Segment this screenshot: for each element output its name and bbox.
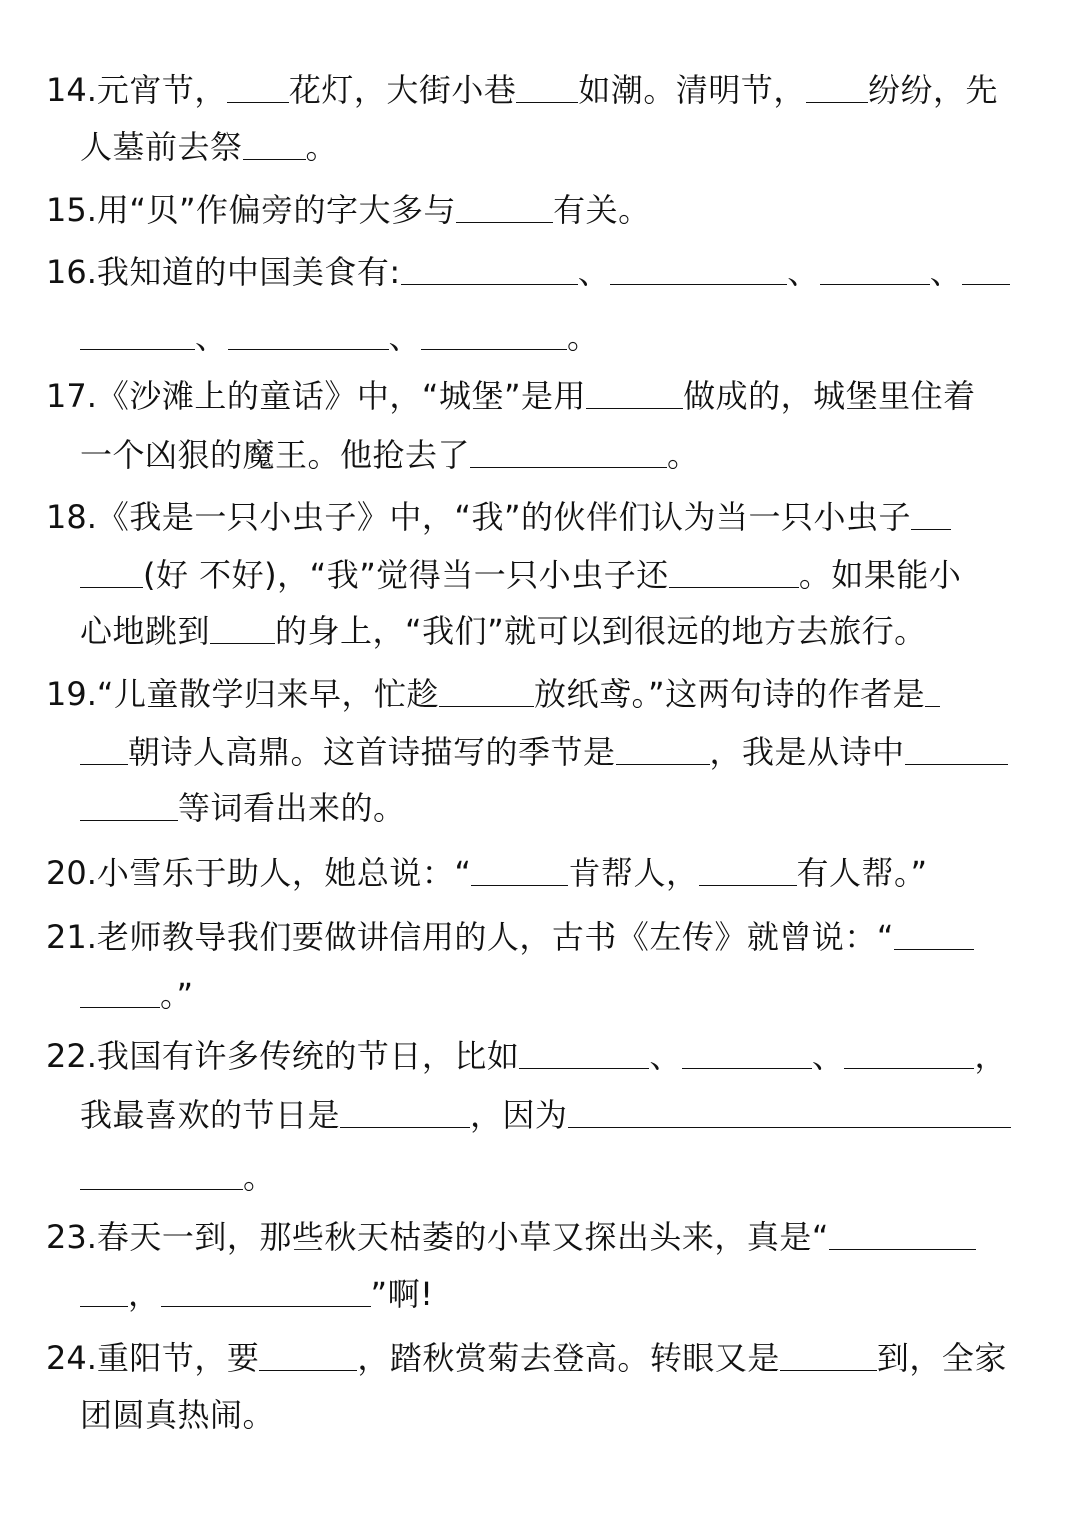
answer-blank	[439, 676, 534, 707]
question-text: 。	[305, 128, 339, 166]
question-text: 到，全家	[876, 1339, 1007, 1377]
question-text: 《我是一只小虫子》中，“我”的伙伴们认为当一只小虫子	[96, 498, 912, 536]
question-text: 放纸鸢。”这两句诗的作者是	[533, 675, 926, 713]
question-text: 、	[577, 253, 611, 291]
question-text: 春天一到，那些秋天枯萎的小草又探出头来，真是“	[96, 1218, 829, 1256]
question-number: 22.	[46, 1037, 97, 1075]
question-text: 。”	[160, 976, 194, 1014]
question-number: 19.	[46, 675, 97, 713]
question-22-line-1	[46, 1034, 1014, 1078]
question-15-line-1	[46, 188, 1014, 232]
question-text: ，因为	[470, 1096, 568, 1134]
question-text: 有关。	[553, 191, 651, 229]
question-text: 花灯，大街小巷	[288, 71, 517, 109]
answer-blank	[471, 855, 568, 886]
answer-blank	[228, 319, 389, 350]
question-text: 人墓前去祭	[80, 128, 243, 166]
question-24-line-2	[80, 1393, 1015, 1437]
question-number: 17.	[46, 377, 97, 415]
answer-blank	[820, 254, 930, 285]
question-number: 21.	[46, 918, 97, 956]
question-text: 《沙滩上的童话》中，“城堡”是用	[96, 377, 587, 415]
question-16-line-2	[80, 315, 1015, 359]
question-text: ”啊!	[370, 1275, 434, 1313]
question-text: 我知道的中国美食有:	[96, 253, 401, 291]
question-text: 有人帮。”	[796, 854, 928, 892]
answer-blank	[80, 790, 178, 821]
answer-blank	[519, 1038, 649, 1069]
question-text: 、	[388, 318, 422, 356]
answer-blank	[161, 1276, 371, 1307]
answer-blank	[401, 254, 578, 285]
question-text: 的身上，“我们”就可以到很远的地方去旅行。	[275, 612, 927, 650]
answer-blank	[80, 1159, 243, 1190]
question-text: 老师教导我们要做讲信用的人，古书《左传》就曾说：“	[96, 918, 894, 956]
answer-blank	[894, 919, 974, 950]
question-text: 团圆真热闹。	[80, 1396, 276, 1434]
answer-blank	[470, 437, 667, 468]
question-21-line-1	[46, 915, 1014, 959]
question-text: ，	[128, 1275, 161, 1313]
question-text: 我国有许多传统的节日，比如	[96, 1037, 520, 1075]
question-21-line-2	[80, 973, 1015, 1017]
question-16-line-1	[46, 250, 1014, 294]
answer-blank	[80, 319, 195, 350]
answer-blank	[80, 557, 143, 588]
question-text: 小雪乐于助人，她总说：“	[96, 854, 472, 892]
answer-blank	[586, 378, 683, 409]
question-text: 、	[811, 1037, 845, 1075]
answer-blank	[806, 72, 868, 103]
answer-blank	[568, 1097, 1011, 1128]
question-text: 朝诗人高鼎。这首诗描写的季节是	[128, 733, 616, 771]
answer-blank	[516, 72, 578, 103]
answer-blank	[243, 129, 306, 160]
answer-blank	[962, 254, 1010, 285]
question-number: 20.	[46, 854, 97, 892]
answer-blank	[80, 1276, 128, 1307]
question-18-line-3	[80, 609, 1015, 653]
question-text: 如潮。清明节，	[578, 71, 806, 109]
question-text: 、	[649, 1037, 682, 1075]
question-number: 24.	[46, 1339, 97, 1377]
answer-blank	[669, 557, 799, 588]
question-23-line-1	[46, 1215, 1014, 1259]
answer-blank	[340, 1097, 470, 1128]
answer-blank	[905, 734, 1008, 765]
question-22-line-2	[80, 1093, 1015, 1137]
answer-blank	[456, 192, 553, 223]
answer-blank	[780, 1340, 877, 1371]
answer-blank	[210, 613, 275, 644]
question-text: 心地跳到	[80, 612, 211, 650]
question-19-line-1	[46, 672, 1014, 716]
question-text: ，我是从诗中	[709, 733, 905, 771]
answer-blank	[610, 254, 787, 285]
question-text: 元宵节，	[96, 71, 227, 109]
question-text: ，踏秋赏菊去登高。转眼又是	[357, 1339, 780, 1377]
question-14-line-1	[46, 68, 1014, 112]
answer-blank	[80, 734, 128, 765]
question-text: 。如果能小	[798, 556, 962, 594]
answer-blank	[227, 72, 289, 103]
question-text: 、	[929, 253, 963, 291]
question-22-line-3	[80, 1155, 1015, 1199]
question-text: “儿童散学归来早，忙趁	[96, 675, 439, 713]
question-19-line-2	[80, 730, 1015, 774]
question-text: 等词看出来的。	[178, 789, 406, 827]
question-18-line-2	[80, 553, 1015, 597]
question-19-line-3	[80, 786, 1015, 830]
question-text: 。	[667, 436, 700, 474]
answer-blank	[699, 855, 797, 886]
answer-blank	[925, 676, 940, 707]
question-text: 。	[567, 318, 600, 356]
question-17-line-2	[80, 433, 1015, 477]
answer-blank	[80, 977, 160, 1008]
answer-blank	[829, 1219, 976, 1250]
question-text: 、	[195, 318, 228, 356]
answer-blank	[259, 1340, 357, 1371]
answer-blank	[682, 1038, 812, 1069]
question-14-line-2	[80, 125, 1015, 169]
question-text: 、	[787, 253, 820, 291]
question-text: 纷纷，先	[867, 71, 998, 109]
answer-blank	[421, 319, 567, 350]
question-number: 15.	[46, 191, 97, 229]
answer-blank	[616, 734, 710, 765]
question-number: 23.	[46, 1218, 97, 1256]
question-20-line-1	[46, 851, 1014, 895]
question-17-line-1	[46, 374, 1014, 418]
answer-blank	[911, 499, 951, 530]
question-text: ，	[974, 1037, 1007, 1075]
question-text: (好 不好)，“我”觉得当一只小虫子还	[143, 556, 669, 594]
question-number: 18.	[46, 498, 97, 536]
question-24-line-1	[46, 1336, 1014, 1380]
question-23-line-2	[80, 1272, 1015, 1316]
question-text: 我最喜欢的节日是	[80, 1096, 341, 1134]
question-text: 用“贝”作偏旁的字大多与	[96, 191, 457, 229]
question-number: 14.	[46, 71, 97, 109]
question-text: 做成的，城堡里住着	[683, 377, 976, 415]
answer-blank	[844, 1038, 974, 1069]
question-text: 重阳节，要	[96, 1339, 260, 1377]
question-text: 肯帮人，	[568, 854, 699, 892]
question-text: 。	[243, 1158, 276, 1196]
question-number: 16.	[46, 253, 97, 291]
question-text: 一个凶狠的魔王。他抢去了	[80, 436, 471, 474]
question-18-line-1	[46, 495, 1014, 539]
